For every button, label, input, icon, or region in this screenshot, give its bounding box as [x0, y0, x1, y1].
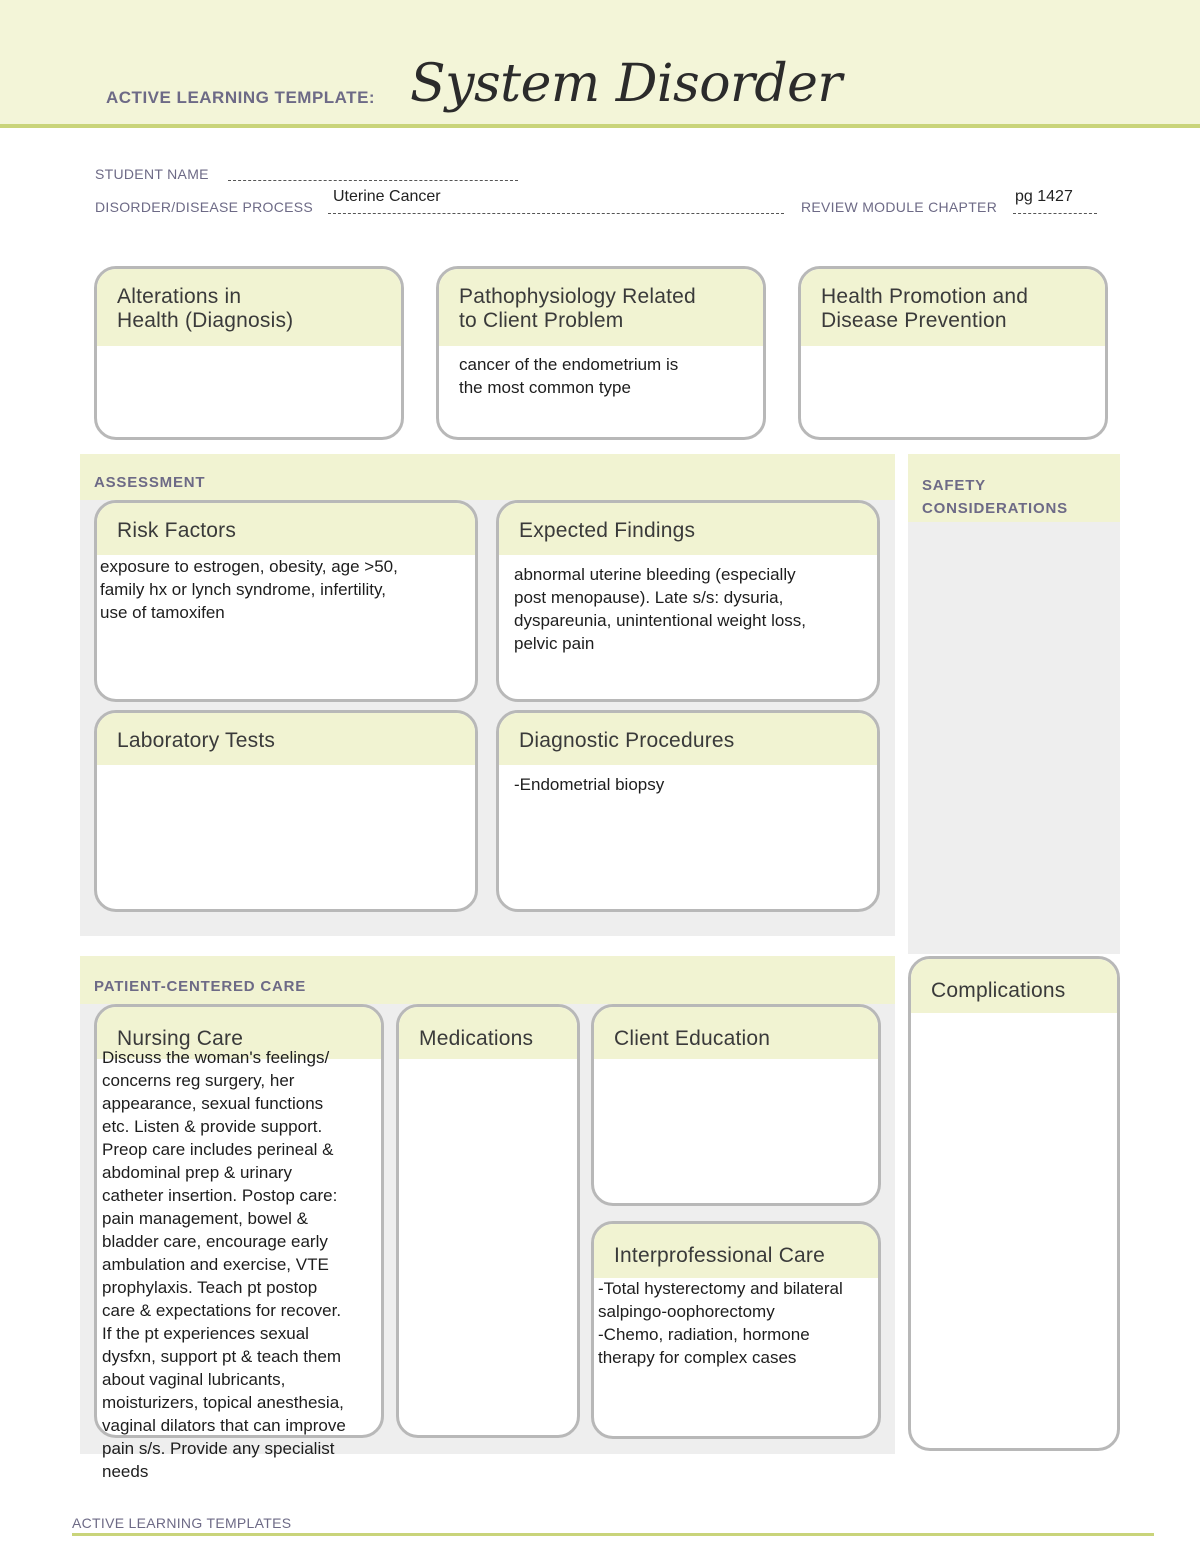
medications-title: Medications [399, 1007, 577, 1059]
risk-factors-card [94, 500, 478, 702]
expected-findings-body[interactable]: abnormal uterine bleeding (especially post menopause). Late s/s: dysuria, dyspareunia, unintentional weight loss, pelvic pain [514, 565, 807, 653]
safety-title: SAFETY CONSIDERATIONS [922, 477, 1068, 517]
pathophysiology-title: Pathophysiology Related to Client Problem [439, 269, 763, 346]
disorder-value: Uterine Cancer [333, 188, 441, 205]
alterations-title: Alterations in Health (Diagnosis) [97, 269, 401, 346]
footer-label: ACTIVE LEARNING TEMPLATES [72, 1515, 292, 1531]
expected-findings-title: Expected Findings [499, 503, 877, 555]
nursing-care-body[interactable]: Discuss the woman's feelings/ concerns reg surgery, her appearance, sexual functions etc. Listen & provide support. Preop care includes perineal & abdominal prep & urinary catheter insertion. Postop care: pain management, bowel & bladder care, encourage early ambulation and exercise, VTE prophylaxis. Teach pt postop care & expectations for recover. If the pt experiences sexual dysfxn, support pt & teach them about vaginal lubricants, moisturizers, topical anesthesia, vaginal dilators that can improve pain s/s. Provide any specialist needs [102, 1048, 346, 1481]
client-education-card [591, 1004, 881, 1206]
pathophysiology-card [436, 266, 766, 440]
student-name-label: STUDENT NAME [95, 166, 209, 182]
review-chapter-field[interactable] [1013, 213, 1097, 214]
risk-factors-body[interactable]: exposure to estrogen, obesity, age >50, family hx or lynch syndrome, infertility, use of tamoxifen [100, 557, 398, 622]
patient-care-title: PATIENT-CENTERED CARE [94, 978, 307, 995]
review-chapter-value: pg 1427 [1015, 188, 1073, 205]
client-education-title: Client Education [594, 1007, 878, 1059]
pathophysiology-body[interactable]: cancer of the endometrium is the most common type [459, 355, 679, 397]
nursing-care-title: Nursing Care [97, 1007, 381, 1059]
safety-panel [908, 454, 1120, 954]
expected-findings-card [496, 500, 880, 702]
interprofessional-care-title: Interprofessional Care [594, 1224, 878, 1278]
diagnostic-procedures-body[interactable]: -Endometrial biopsy [514, 775, 665, 794]
footer-divider [72, 1533, 1154, 1536]
template-title: System Disorder [410, 54, 842, 114]
assessment-title: ASSESSMENT [94, 474, 206, 491]
review-chapter-label: REVIEW MODULE CHAPTER [801, 199, 998, 215]
complications-card [908, 956, 1120, 1451]
student-name-field[interactable] [228, 180, 518, 181]
risk-factors-title: Risk Factors [97, 503, 475, 555]
disorder-field[interactable] [328, 213, 784, 214]
diagnostic-procedures-title: Diagnostic Procedures [499, 713, 877, 765]
disorder-label: DISORDER/DISEASE PROCESS [95, 199, 314, 215]
diagnostic-procedures-card [496, 710, 880, 912]
laboratory-tests-title: Laboratory Tests [97, 713, 475, 765]
health-promotion-card [798, 266, 1108, 440]
complications-title: Complications [911, 959, 1117, 1013]
header-divider [0, 124, 1200, 128]
interprofessional-care-body[interactable]: -Total hysterectomy and bilateral salpingo-oophorectomy -Chemo, radiation, hormone therapy for complex cases [598, 1279, 843, 1367]
laboratory-tests-card [94, 710, 478, 912]
health-promotion-title: Health Promotion and Disease Prevention [801, 269, 1105, 346]
template-label: ACTIVE LEARNING TEMPLATE: [106, 88, 376, 107]
alterations-card [94, 266, 404, 440]
medications-card [396, 1004, 580, 1438]
